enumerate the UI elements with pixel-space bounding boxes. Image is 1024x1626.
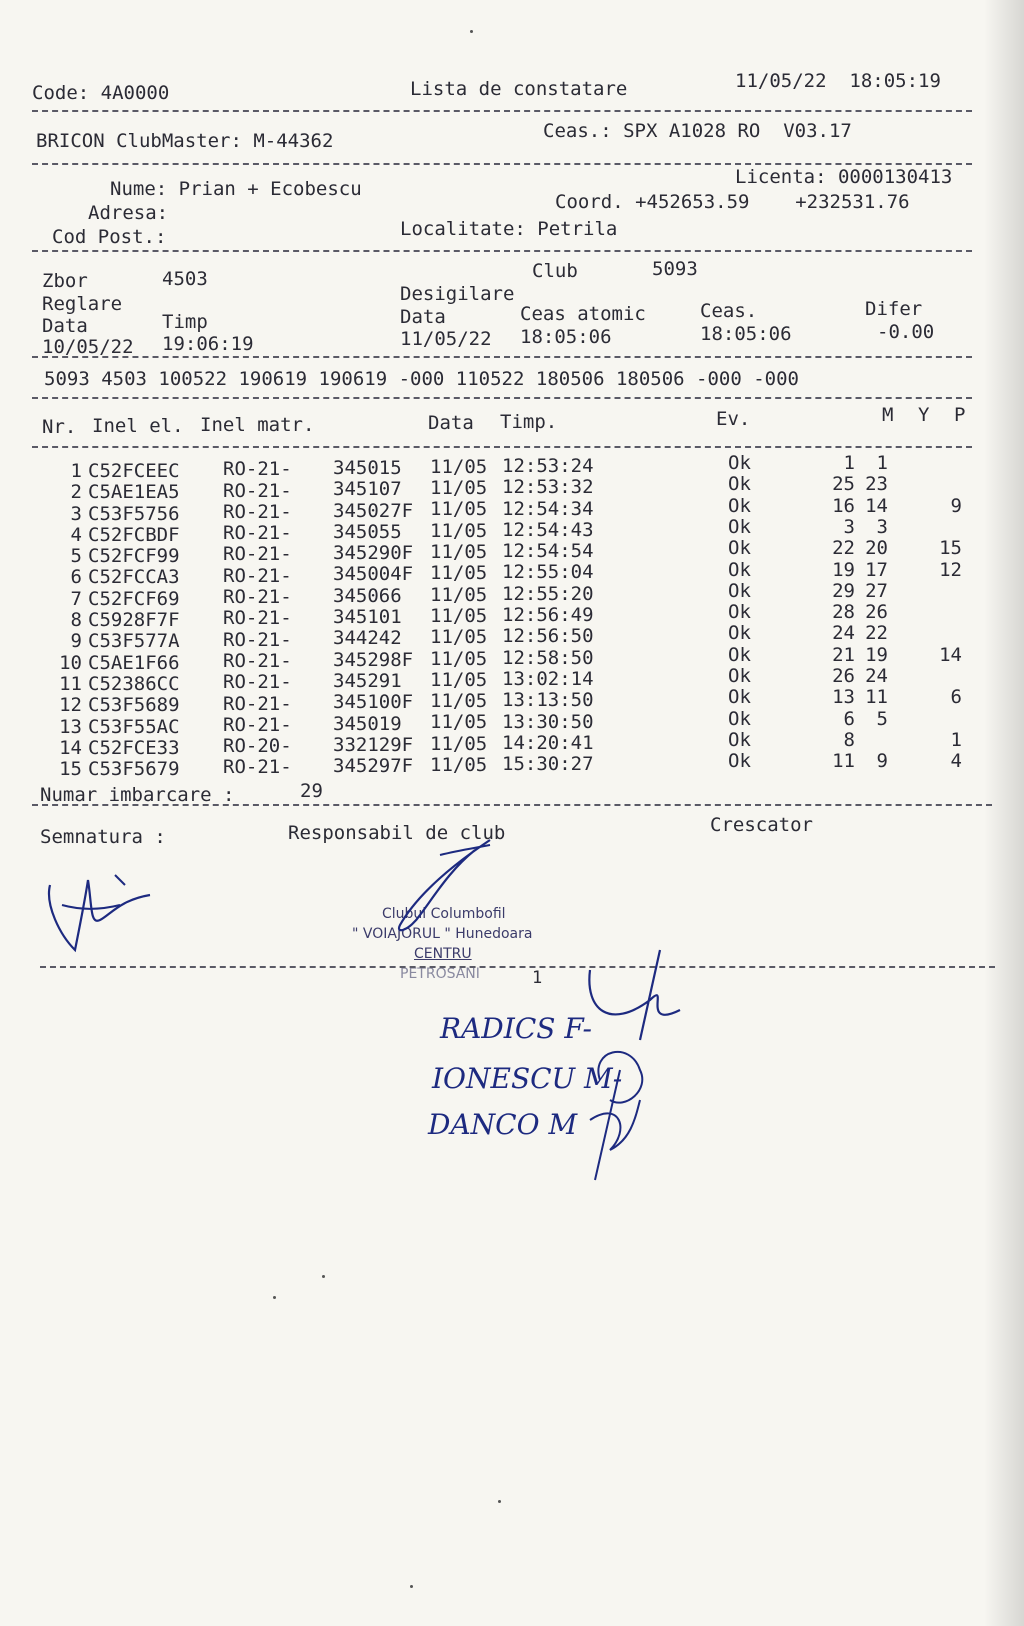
owner-address: Adresa: bbox=[88, 202, 169, 224]
cell-m: 19 bbox=[832, 558, 855, 581]
divider bbox=[32, 356, 972, 358]
cell-nr: 3 bbox=[70, 502, 82, 525]
cell-time: 12:54:34 bbox=[502, 497, 594, 520]
cell-ev: Ok bbox=[728, 558, 751, 581]
speck bbox=[410, 1585, 413, 1588]
cell-ev: Ok bbox=[728, 750, 751, 773]
cell-matr: 345297F bbox=[333, 755, 414, 778]
cell-nr: 15 bbox=[59, 758, 82, 781]
cell-prefix: RO-21- bbox=[223, 713, 292, 736]
cell-p: 6 bbox=[950, 686, 962, 709]
cell-m: 29 bbox=[832, 579, 855, 602]
signature-club bbox=[380, 830, 500, 950]
cell-date: 11/05 bbox=[430, 541, 488, 563]
cell-nr: 11 bbox=[59, 672, 82, 695]
ceas-atomic-label: Ceas atomic bbox=[520, 303, 646, 325]
cell-y: 19 bbox=[865, 643, 888, 666]
semnatura-label: Semnatura : bbox=[40, 826, 166, 848]
cell-y: 17 bbox=[865, 558, 888, 581]
cell-el: C5AE1F66 bbox=[88, 651, 180, 674]
desigilare-data-label: Data bbox=[400, 306, 446, 328]
col-m: M bbox=[882, 404, 894, 426]
desigilare-atomic-time: 18:05:06 bbox=[520, 326, 612, 348]
speck bbox=[322, 1275, 325, 1278]
owner-locality: Localitate: Petrila bbox=[400, 218, 618, 240]
cell-y: 24 bbox=[865, 665, 888, 687]
cell-m: 13 bbox=[832, 686, 855, 709]
cell-date: 11/05 bbox=[430, 477, 488, 500]
speck bbox=[470, 30, 473, 33]
cell-time: 13:02:14 bbox=[502, 667, 594, 690]
cell-prefix: RO-21- bbox=[223, 586, 292, 609]
cell-nr: 10 bbox=[59, 651, 82, 674]
cell-matr: 345100F bbox=[333, 691, 414, 714]
summary-line: 5093 4503 100522 190619 190619 -000 110522 180506 180506 -000 -000 bbox=[44, 368, 799, 390]
divider bbox=[32, 163, 972, 165]
stamp-line-4: PETROSANI bbox=[400, 966, 480, 982]
cell-y: 11 bbox=[865, 686, 888, 709]
cell-time: 13:13:50 bbox=[502, 689, 594, 712]
cell-y: 22 bbox=[865, 622, 888, 645]
cell-el: C52FCBDF bbox=[88, 523, 180, 546]
cell-nr: 5 bbox=[70, 545, 82, 568]
cell-matr: 345107 bbox=[333, 478, 414, 501]
cell-date: 11/05 bbox=[430, 647, 488, 670]
cell-p: 4 bbox=[950, 750, 962, 773]
col-ev: Ev. bbox=[716, 408, 751, 430]
cell-m: 1 bbox=[843, 452, 855, 474]
cell-m: 3 bbox=[843, 515, 855, 538]
cell-date: 11/05 bbox=[430, 519, 488, 542]
reglare-data-label: Data bbox=[42, 315, 88, 337]
cell-p: 14 bbox=[939, 643, 962, 666]
club-label: Club bbox=[532, 260, 578, 282]
cell-date: 11/05 bbox=[430, 754, 488, 776]
divider bbox=[32, 446, 972, 448]
cell-date: 11/05 bbox=[430, 498, 488, 521]
cell-prefix: RO-21- bbox=[223, 671, 292, 694]
cell-ev: Ok bbox=[728, 622, 751, 645]
cell-y: 20 bbox=[865, 537, 888, 560]
desigilare-clock-time: 18:05:06 bbox=[700, 323, 792, 345]
cell-nr: 7 bbox=[70, 587, 82, 610]
desigilare-date: 11/05/22 bbox=[400, 328, 492, 350]
code-label: Code: 4A0000 bbox=[32, 82, 170, 104]
cell-nr: 14 bbox=[59, 736, 82, 759]
zbor-value: 4503 bbox=[162, 268, 208, 290]
cell-ev: Ok bbox=[728, 707, 751, 730]
handwritten-name-3: DANCO M bbox=[428, 1108, 578, 1141]
numar-imbarcare-label: Numar imbarcare : bbox=[40, 784, 235, 806]
cell-y: 27 bbox=[865, 579, 888, 602]
cell-p: 1 bbox=[950, 728, 962, 751]
cell-time: 12:56:50 bbox=[502, 625, 594, 648]
cell-matr: 345101 bbox=[333, 606, 414, 629]
cell-matr: 345291 bbox=[333, 669, 414, 692]
cell-prefix: RO-21- bbox=[223, 522, 292, 545]
cell-el: C52FCF99 bbox=[88, 545, 180, 568]
reglare-timp-label: Timp bbox=[162, 311, 208, 333]
cell-date: 11/05 bbox=[430, 711, 488, 734]
cell-date: 11/05 bbox=[430, 732, 488, 755]
cell-ev: Ok bbox=[728, 537, 751, 560]
cell-ev: Ok bbox=[728, 728, 751, 751]
cell-date: 11/05 bbox=[430, 583, 488, 606]
cell-date: 11/05 bbox=[430, 668, 488, 691]
difer-value: -0.00 bbox=[877, 321, 935, 343]
owner-name: Nume: Prian + Ecobescu bbox=[110, 178, 362, 200]
stamp-line-2: " VOIAJORUL " Hunedoara bbox=[352, 926, 533, 942]
col-y: Y bbox=[918, 404, 930, 426]
cell-date: 11/05 bbox=[430, 604, 488, 627]
desigilare-label: Desigilare bbox=[400, 283, 515, 305]
cell-p: 9 bbox=[950, 494, 962, 517]
crescator-label: Crescator bbox=[710, 814, 813, 836]
cell-ev: Ok bbox=[728, 494, 751, 517]
cell-nr: 2 bbox=[70, 481, 82, 504]
handwritten-name-2: IONESCU M- bbox=[432, 1062, 623, 1095]
reglare-date: 10/05/22 bbox=[42, 336, 134, 358]
cell-el: C52FCEEC bbox=[88, 459, 180, 482]
cell-el: C53F5679 bbox=[88, 758, 180, 781]
cell-time: 12:54:54 bbox=[502, 540, 594, 563]
cell-m: 25 bbox=[832, 473, 855, 496]
cell-ev: Ok bbox=[728, 473, 751, 496]
zbor-label: Zbor bbox=[42, 270, 88, 292]
cell-prefix: RO-20- bbox=[223, 735, 292, 758]
difer-label: Difer bbox=[865, 298, 923, 320]
print-datetime: 11/05/22 18:05:19 bbox=[735, 70, 941, 92]
col-nr: Nr. bbox=[42, 416, 77, 438]
numar-imbarcare-value: 29 bbox=[300, 780, 323, 802]
clubmaster-id: BRICON ClubMaster: M-44362 bbox=[36, 130, 334, 152]
cell-m: 8 bbox=[843, 728, 855, 751]
reglare-time: 19:06:19 bbox=[162, 333, 254, 355]
cell-nr: 12 bbox=[59, 694, 82, 717]
cell-el: C52FCE33 bbox=[88, 736, 180, 759]
cell-time: 15:30:27 bbox=[502, 753, 594, 776]
cell-ev: Ok bbox=[728, 665, 751, 687]
club-value: 5093 bbox=[652, 258, 698, 280]
owner-postal-code: Cod Post.: bbox=[52, 226, 167, 248]
cell-el: C5928F7F bbox=[88, 609, 180, 631]
cell-el: C53F5689 bbox=[88, 694, 180, 717]
cell-ev: Ok bbox=[728, 686, 751, 709]
cell-m: 26 bbox=[832, 665, 855, 687]
cell-time: 12:53:32 bbox=[502, 476, 594, 499]
cell-el: C52386CC bbox=[88, 672, 180, 695]
cell-matr: 345055 bbox=[333, 520, 414, 543]
cell-matr: 344242 bbox=[333, 627, 414, 650]
cell-time: 12:54:43 bbox=[502, 518, 594, 541]
cell-matr: 332129F bbox=[333, 733, 414, 756]
cell-el: C52FCCA3 bbox=[88, 566, 180, 589]
cell-m: 24 bbox=[832, 622, 855, 645]
cell-matr: 345004F bbox=[333, 563, 414, 586]
cell-matr: 345027F bbox=[333, 499, 414, 522]
cell-prefix: RO-21- bbox=[223, 607, 292, 630]
cell-prefix: RO-21- bbox=[223, 649, 292, 672]
cell-y: 14 bbox=[865, 494, 888, 517]
cell-date: 11/05 bbox=[430, 626, 488, 649]
cell-nr: 6 bbox=[70, 566, 82, 589]
cell-el: C5AE1EA5 bbox=[88, 481, 180, 504]
cell-prefix: RO-21- bbox=[223, 628, 292, 651]
stamp-line-1: Clubul Columbofil bbox=[382, 906, 506, 922]
ceas-label: Ceas. bbox=[700, 300, 758, 322]
license-number: Licenta: 0000130413 bbox=[735, 166, 953, 188]
document-title: Lista de constatare bbox=[410, 78, 628, 100]
handwritten-name-1: RADICS F- bbox=[440, 1012, 592, 1045]
cell-el: C53F577A bbox=[88, 630, 180, 653]
cell-nr: 1 bbox=[70, 459, 82, 482]
divider bbox=[32, 250, 972, 252]
speck bbox=[498, 1500, 501, 1503]
col-p: P bbox=[954, 404, 966, 426]
cell-ev: Ok bbox=[728, 643, 751, 666]
cell-matr: 345019 bbox=[333, 712, 414, 735]
cell-date: 11/05 bbox=[430, 562, 488, 585]
cell-time: 12:58:50 bbox=[502, 646, 594, 669]
divider bbox=[32, 110, 972, 112]
cell-p: 12 bbox=[939, 558, 962, 581]
cell-matr: 345066 bbox=[333, 584, 414, 607]
speck bbox=[273, 1296, 276, 1299]
cell-date: 11/05 bbox=[430, 690, 488, 713]
cell-ev: Ok bbox=[728, 515, 751, 538]
cell-matr: 345290F bbox=[333, 542, 414, 565]
cell-time: 12:55:20 bbox=[502, 582, 594, 605]
col-inel-el: Inel el. bbox=[92, 415, 184, 437]
cell-y: 23 bbox=[865, 473, 888, 496]
col-data: Data bbox=[428, 412, 474, 434]
cell-m: 22 bbox=[832, 537, 855, 560]
page-edge-shadow bbox=[984, 0, 1024, 1626]
cell-el: C53F5756 bbox=[88, 502, 180, 525]
responsabil-label: Responsabil de club bbox=[288, 822, 506, 844]
cell-m: 11 bbox=[832, 750, 855, 773]
cell-y: 3 bbox=[876, 515, 888, 538]
cell-ev: Ok bbox=[728, 579, 751, 602]
page-number: 1 bbox=[532, 968, 543, 988]
stamp-line-3: CENTRU bbox=[414, 946, 472, 962]
cell-p: 15 bbox=[939, 537, 962, 560]
cell-prefix: RO-21- bbox=[223, 458, 292, 481]
cell-prefix: RO-21- bbox=[223, 756, 292, 779]
cell-y: 1 bbox=[876, 452, 888, 474]
col-inel-matr: Inel matr. bbox=[200, 414, 315, 436]
cell-matr: 345298F bbox=[333, 648, 414, 671]
cell-ev: Ok bbox=[728, 452, 751, 474]
cell-prefix: RO-21- bbox=[223, 564, 292, 587]
cell-m: 16 bbox=[832, 494, 855, 517]
cell-nr: 13 bbox=[59, 715, 82, 738]
cell-time: 12:55:04 bbox=[502, 561, 594, 584]
cell-time: 12:56:49 bbox=[502, 604, 594, 627]
owner-coordinates: Coord. +452653.59 +232531.76 bbox=[555, 191, 910, 213]
cell-prefix: RO-21- bbox=[223, 692, 292, 715]
cell-time: 14:20:41 bbox=[502, 731, 594, 754]
cell-prefix: RO-21- bbox=[223, 479, 292, 502]
cell-time: 12:53:24 bbox=[502, 454, 594, 477]
divider bbox=[32, 397, 972, 399]
cell-prefix: RO-21- bbox=[223, 500, 292, 523]
cell-el: C53F55AC bbox=[88, 715, 180, 738]
divider bbox=[32, 804, 992, 806]
reglare-label: Reglare bbox=[42, 293, 123, 315]
cell-ev: Ok bbox=[728, 601, 751, 624]
cell-el: C52FCF69 bbox=[88, 587, 180, 610]
cell-y: 26 bbox=[865, 601, 888, 624]
cell-m: 28 bbox=[832, 601, 855, 624]
clock-id: Ceas.: SPX A1028 RO V03.17 bbox=[543, 120, 852, 142]
divider bbox=[40, 966, 995, 968]
signature-left bbox=[40, 865, 160, 955]
cell-prefix: RO-21- bbox=[223, 543, 292, 566]
cell-matr: 345015 bbox=[333, 456, 414, 479]
cell-nr: 8 bbox=[70, 609, 82, 632]
cell-nr: 9 bbox=[70, 630, 82, 653]
cell-y: 5 bbox=[876, 707, 888, 730]
cell-m: 6 bbox=[843, 707, 855, 730]
col-timp: Timp. bbox=[500, 411, 558, 433]
cell-time: 13:30:50 bbox=[502, 710, 594, 733]
cell-nr: 4 bbox=[70, 523, 82, 546]
signature-handwritten bbox=[580, 950, 700, 1190]
cell-m: 21 bbox=[832, 643, 855, 666]
cell-date: 11/05 bbox=[430, 455, 488, 478]
cell-y: 9 bbox=[876, 750, 888, 773]
